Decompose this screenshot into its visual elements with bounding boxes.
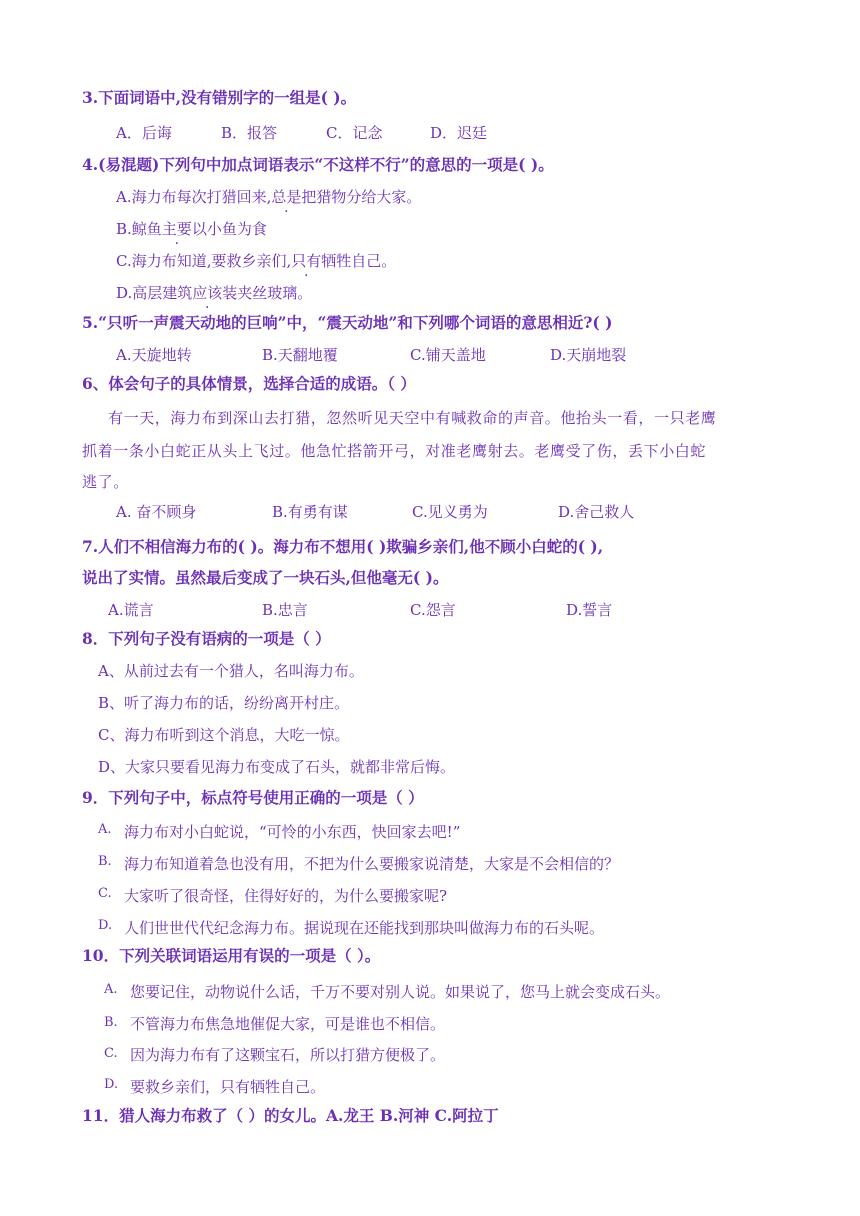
q5-option-d: D.天崩地裂 <box>550 346 627 364</box>
q4-b-text-end: 以小鱼为食 <box>191 220 267 238</box>
q6-passage-line-3: 逃了。 <box>82 473 129 491</box>
q7-option-a: A.谎言 <box>108 601 154 619</box>
q6-option-c: C.见义勇为 <box>412 503 488 521</box>
q10-label-c: C. <box>104 1046 118 1061</box>
q10-label-b: B. <box>104 1015 118 1030</box>
q4-a-text-end: 把猎物分给大家。 <box>301 188 422 206</box>
q4-b-marked-word: 主要 <box>161 220 192 238</box>
q8-option-b: B、听了海力布的话，纷纷离开村庄。 <box>98 694 350 712</box>
question-10-stem: 10．下列关联词语运用有误的一项是（ ）。 <box>82 946 381 965</box>
q4-d-text: D.高层建筑 <box>116 284 193 302</box>
q4-option-a <box>116 187 421 207</box>
q9-option-d: 人们世世代代纪念海力布。据说现在还能找到那块叫做海力布的石头呢。 <box>124 919 605 937</box>
q10-label-d: D. <box>104 1077 119 1092</box>
q10-option-d: 要救乡亲们，只有牺牲自己。 <box>130 1078 326 1096</box>
q6-option-d: D.舍己救人 <box>558 503 635 521</box>
q4-d-marked-word: 应该 <box>192 284 223 302</box>
q5-option-c: C.铺天盖地 <box>410 346 486 364</box>
q8-option-c: C、海力布听到这个消息，大吃一惊。 <box>98 726 350 744</box>
question-7-stem-line-1: 7.人们不相信海力布的( )。海力布不想用( )欺骗乡亲们,他不顾小白蛇的( ), <box>82 537 604 556</box>
q10-option-a: 您要记住，动物说什么话，千万不要对别人说。如果说了，您马上就会变成石头。 <box>130 983 671 1001</box>
q4-c-text-end: 牺牲自己。 <box>321 252 397 270</box>
question-4-stem: 4.(易混题)下列句中加点词语表示“不这样不行”的意思的一项是( )。 <box>82 155 554 174</box>
q4-c-text: C.海力布知道,要救乡亲们, <box>116 252 292 270</box>
q10-label-a: A. <box>104 982 118 997</box>
q7-option-b: B.忠言 <box>262 601 308 619</box>
q6-option-b: B.有勇有谋 <box>272 503 348 521</box>
q8-option-a: A、从前过去有一个猎人，名叫海力布。 <box>98 662 364 680</box>
question-9-stem: 9．下列句子中，标点符号使用正确的一项是（ ） <box>82 788 424 807</box>
q9-option-a: 海力布对小白蛇说，“可怜的小东西，快回家去吧!” <box>124 823 461 841</box>
q3-option-b: B．报答 <box>221 124 278 142</box>
q3-option-d: D．迟廷 <box>430 124 488 142</box>
q4-a-text: A.海力布每次打猎回来, <box>116 188 272 206</box>
q7-option-d: D.誓言 <box>566 601 613 619</box>
q6-passage-line-2: 抓着一条小白蛇正从头上飞过。他急忙搭箭开弓，对准老鹰射去。老鹰受了伤，丢下小白蛇 <box>82 442 707 460</box>
q4-b-text: B.鲸鱼 <box>116 220 162 238</box>
q9-label-a: A. <box>98 822 112 837</box>
question-5-stem: 5.“只听一声震天动地的巨响”中，“震天动地”和下列哪个词语的意思相近?( ) <box>82 313 613 332</box>
q9-label-d: D. <box>98 918 113 933</box>
question-3-stem: 3.下面词语中,没有错别字的一组是( )。 <box>82 88 357 107</box>
q3-option-c: C．记念 <box>326 124 383 142</box>
q4-c-marked-word: 只有 <box>291 252 322 270</box>
q4-option-c <box>116 251 396 271</box>
q3-option-a: A．后诲 <box>116 124 172 142</box>
q9-label-b: B. <box>98 854 112 869</box>
q5-option-a: A.天旋地转 <box>116 346 192 364</box>
question-7-stem-line-2: 说出了实情。虽然最后变成了一块石头,但他毫无( )。 <box>82 568 449 587</box>
q10-option-c: 因为海力布有了这颗宝石，所以打猎方便极了。 <box>130 1046 446 1064</box>
q8-option-d: D、大家只要看见海力布变成了石头，就都非常后悔。 <box>98 758 456 776</box>
q4-option-b <box>116 219 267 239</box>
q7-option-c: C.怨言 <box>410 601 456 619</box>
q5-option-b: B.天翻地覆 <box>262 346 338 364</box>
question-11-stem: 11．猎人海力布救了（ ）的女儿。A.龙王 B.河神 C.阿拉丁 <box>82 1106 499 1125</box>
question-8-stem: 8．下列句子没有语病的一项是（ ） <box>82 629 331 648</box>
q4-option-d <box>116 283 312 303</box>
q10-option-b: 不管海力布焦急地催促大家，可是谁也不相信。 <box>130 1015 446 1033</box>
q9-option-c: 大家听了很奇怪，住得好好的，为什么要搬家呢? <box>124 887 448 905</box>
q9-option-b: 海力布知道着急也没有用，不把为什么要搬家说清楚，大家是不会相信的？ <box>124 855 620 873</box>
q9-label-c: C. <box>98 886 112 901</box>
q6-option-a: A. 奋不顾身 <box>116 503 197 521</box>
question-6-stem: 6、体会句子的具体情景，选择合适的成语。（ ） <box>82 374 416 393</box>
q4-d-text-end: 装夹丝玻璃。 <box>222 284 313 302</box>
q4-a-marked-word: 总是 <box>271 188 302 206</box>
q6-passage-line-1: 有一天，海力布到深山去打猎，忽然听见天空中有喊救命的声音。他抬头一看，一只老鹰 <box>108 409 717 427</box>
